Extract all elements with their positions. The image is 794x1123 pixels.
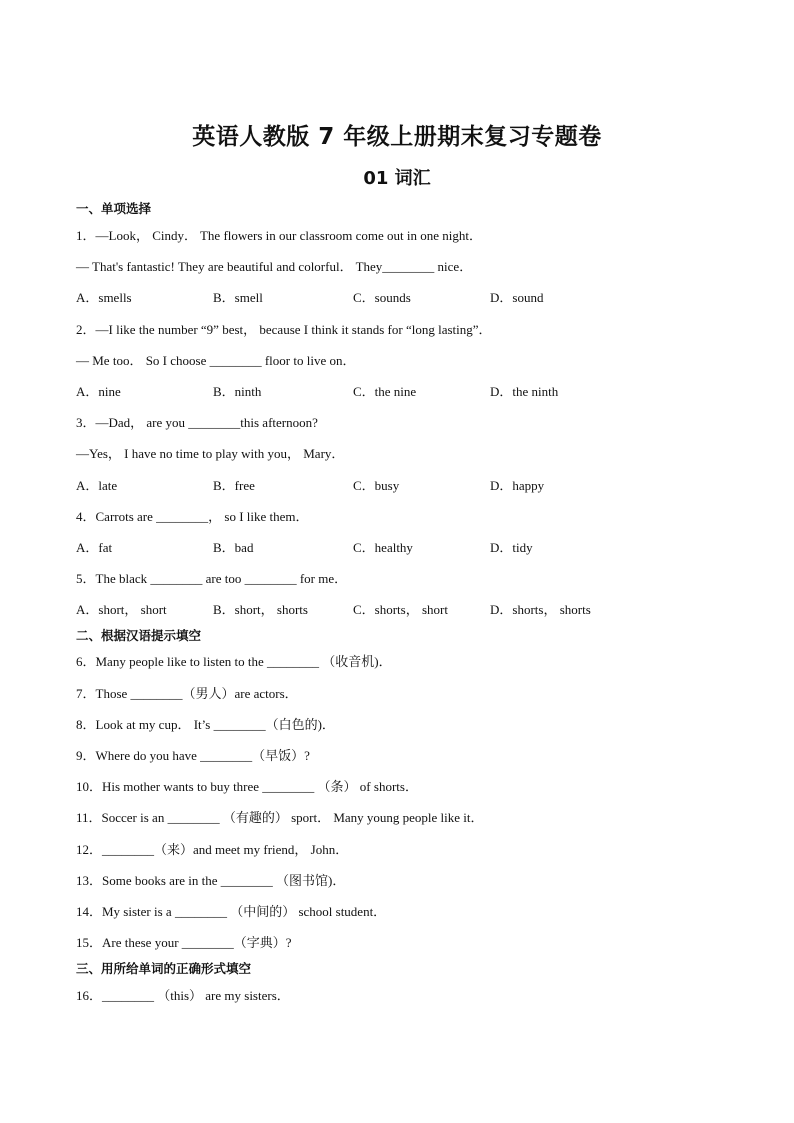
question-line: — Me too． So I choose ________ floor to live on． bbox=[76, 353, 356, 368]
section-heading-fill-in-chinese-hint: 二、根据汉语提示填空 bbox=[76, 628, 202, 643]
question-line: 8．Look at my cup． It’s ________（白色的)． bbox=[76, 717, 335, 732]
option-b: B．short， shorts bbox=[213, 602, 308, 617]
question-line: 13．Some books are in the ________ （图书馆)． bbox=[76, 873, 346, 888]
option-b: B．free bbox=[213, 478, 255, 493]
question-line: —Yes， I have no time to play with you， Mary． bbox=[76, 446, 345, 461]
options-row bbox=[76, 475, 716, 493]
question-line: 11．Soccer is an ________ （有趣的） sport． Many young people like it． bbox=[76, 810, 484, 825]
question-line: 15．Are these your ________（字典）? bbox=[76, 935, 292, 950]
question-line: 6．Many people like to listen to the ________ （收音机)． bbox=[76, 654, 392, 669]
option-c: C．healthy bbox=[353, 540, 413, 555]
option-b: B．ninth bbox=[213, 384, 262, 399]
option-a: A．nine bbox=[76, 384, 121, 399]
page-subtitle: 01 词汇 bbox=[363, 168, 431, 189]
section-heading-multiple-choice: 一、单项选择 bbox=[76, 201, 152, 216]
options-row bbox=[76, 599, 716, 617]
question-line: 2．—I like the number “9” best， because I think it stands for “long lasting”． bbox=[76, 322, 492, 337]
option-d: D．tidy bbox=[490, 540, 533, 555]
section-heading-word-forms: 三、用所给单词的正确形式填空 bbox=[76, 961, 252, 976]
option-c: C．busy bbox=[353, 478, 400, 493]
options-row bbox=[76, 287, 716, 305]
option-a: A．late bbox=[76, 478, 118, 493]
question-line: 14．My sister is a ________ （中间的） school student． bbox=[76, 904, 387, 919]
option-a: A．short， short bbox=[76, 602, 167, 617]
question-line: 12．________（来）and meet my friend， John． bbox=[76, 842, 349, 857]
option-a: A．smells bbox=[76, 290, 132, 305]
option-c: C．sounds bbox=[353, 290, 411, 305]
question-line: — That's fantastic! They are beautiful and colorful． They________ nice． bbox=[76, 259, 473, 274]
question-line: 9．Where do you have ________（早饭）? bbox=[76, 748, 310, 763]
option-c: C．the nine bbox=[353, 384, 417, 399]
question-line: 5．The black ________ are too ________ for me． bbox=[76, 571, 348, 586]
option-d: D．sound bbox=[490, 290, 544, 305]
option-c: C．shorts， short bbox=[353, 602, 448, 617]
option-a: A．fat bbox=[76, 540, 113, 555]
option-d: D．shorts， shorts bbox=[490, 602, 591, 617]
question-line: 16．________ （this） are my sisters． bbox=[76, 988, 290, 1003]
question-line: 7．Those ________（男人）are actors． bbox=[76, 686, 298, 701]
options-row bbox=[76, 381, 716, 399]
option-d: D．happy bbox=[490, 478, 545, 493]
option-b: B．smell bbox=[213, 290, 263, 305]
question-line: 3．—Dad， are you ________this afternoon? bbox=[76, 415, 318, 430]
option-b: B．bad bbox=[213, 540, 254, 555]
options-row bbox=[76, 537, 716, 555]
question-line: 4．Carrots are ________， so I like them． bbox=[76, 509, 309, 524]
option-d: D．the ninth bbox=[490, 384, 559, 399]
question-line: 1．—Look， Cindy． The flowers in our classroom come out in one night． bbox=[76, 228, 482, 243]
question-line: 10．His mother wants to buy three ________ （条） of shorts． bbox=[76, 779, 418, 794]
page-title: 英语人教版 7 年级上册期末复习专题卷 bbox=[192, 124, 602, 150]
